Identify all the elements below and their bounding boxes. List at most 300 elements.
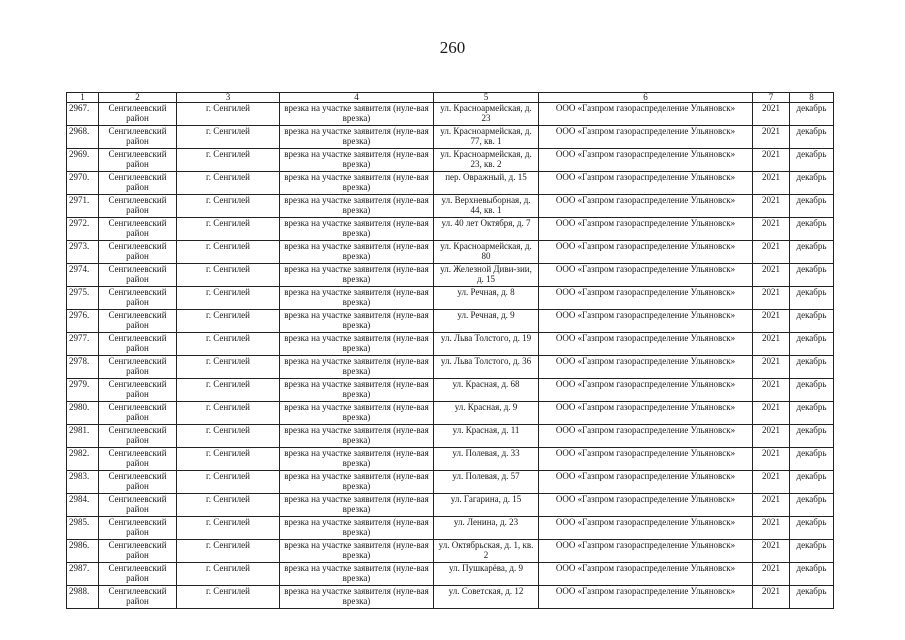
month-cell-text: декабрь bbox=[796, 563, 827, 573]
locality-cell bbox=[177, 126, 280, 149]
work-type-cell-text: врезка на участке заявителя (нуле-вая врезка) bbox=[284, 448, 429, 468]
address-cell bbox=[434, 103, 539, 126]
month-cell bbox=[790, 310, 834, 333]
row-number-cell bbox=[67, 356, 99, 379]
address-cell-text: ул. Льва Толстого, д. 36 bbox=[440, 356, 532, 366]
address-cell bbox=[434, 379, 539, 402]
month-cell bbox=[790, 425, 834, 448]
month-cell bbox=[790, 517, 834, 540]
year-cell-text: 2021 bbox=[762, 264, 780, 274]
row-number-cell bbox=[67, 402, 99, 425]
address-cell-text: ул. Полевая, д. 57 bbox=[452, 471, 520, 481]
year-cell-text: 2021 bbox=[762, 379, 780, 389]
locality-cell-text: г. Сенгилей bbox=[206, 517, 250, 527]
district-cell-text: Сенгилеевский район bbox=[108, 563, 167, 583]
work-type-cell bbox=[280, 448, 434, 471]
year-cell-text: 2021 bbox=[762, 586, 780, 596]
row-number-cell-text: 2980. bbox=[69, 402, 90, 412]
locality-cell-text: г. Сенгилей bbox=[206, 126, 250, 136]
address-cell-text: ул. Верхневыборная, д. 44, кв. 1 bbox=[441, 195, 531, 215]
locality-cell bbox=[177, 471, 280, 494]
address-cell bbox=[434, 448, 539, 471]
locality-cell-text: г. Сенгилей bbox=[206, 448, 250, 458]
district-cell bbox=[99, 172, 177, 195]
year-cell-text: 2021 bbox=[762, 563, 780, 573]
work-type-cell bbox=[280, 310, 434, 333]
address-cell-text: пер. Овражный, д. 15 bbox=[445, 172, 527, 182]
address-cell bbox=[434, 563, 539, 586]
year-cell bbox=[753, 195, 790, 218]
row-number-cell bbox=[67, 563, 99, 586]
organization-cell-text: ООО «Газпром газораспределение Ульяновск» bbox=[555, 471, 736, 481]
district-cell-text: Сенгилеевский район bbox=[108, 333, 167, 353]
work-type-cell-text: врезка на участке заявителя (нуле-вая врезка) bbox=[284, 264, 429, 284]
district-cell bbox=[99, 471, 177, 494]
organization-cell bbox=[539, 218, 753, 241]
month-cell bbox=[790, 195, 834, 218]
district-cell-text: Сенгилеевский район bbox=[108, 195, 167, 215]
organization-cell-text: ООО «Газпром газораспределение Ульяновск» bbox=[555, 356, 736, 366]
district-cell-text: Сенгилеевский район bbox=[108, 402, 167, 422]
work-type-cell bbox=[280, 471, 434, 494]
row-number-cell-text: 2987. bbox=[69, 563, 90, 573]
month-cell bbox=[790, 563, 834, 586]
district-cell bbox=[99, 126, 177, 149]
organization-cell bbox=[539, 356, 753, 379]
address-cell bbox=[434, 356, 539, 379]
year-cell-text: 2021 bbox=[762, 448, 780, 458]
year-cell bbox=[753, 126, 790, 149]
locality-cell-text: г. Сенгилей bbox=[206, 172, 250, 182]
work-type-cell bbox=[280, 149, 434, 172]
address-cell-text: ул. Льва Толстого, д. 19 bbox=[440, 333, 532, 343]
column-number: 7 bbox=[753, 93, 790, 103]
locality-cell bbox=[177, 379, 280, 402]
address-cell-text: ул. Красная, д. 11 bbox=[452, 425, 520, 435]
district-cell-text: Сенгилеевский район bbox=[108, 517, 167, 537]
row-number-cell-text: 2986. bbox=[69, 540, 90, 550]
row-number-cell bbox=[67, 540, 99, 563]
row-number-cell bbox=[67, 149, 99, 172]
organization-cell bbox=[539, 471, 753, 494]
table-row bbox=[67, 356, 834, 379]
row-number-cell bbox=[67, 287, 99, 310]
month-cell bbox=[790, 402, 834, 425]
organization-cell-text: ООО «Газпром газораспределение Ульяновск» bbox=[555, 241, 736, 251]
column-number: 8 bbox=[790, 93, 834, 103]
district-cell bbox=[99, 264, 177, 287]
table-row bbox=[67, 494, 834, 517]
row-number-cell bbox=[67, 241, 99, 264]
work-type-cell-text: врезка на участке заявителя (нуле-вая врезка) bbox=[284, 494, 429, 514]
locality-cell-text: г. Сенгилей bbox=[206, 195, 250, 205]
month-cell bbox=[790, 586, 834, 609]
organization-cell-text: ООО «Газпром газораспределение Ульяновск» bbox=[555, 172, 736, 182]
row-number-cell bbox=[67, 448, 99, 471]
row-number-cell-text: 2988. bbox=[69, 586, 90, 596]
address-cell bbox=[434, 310, 539, 333]
month-cell bbox=[790, 126, 834, 149]
work-type-cell-text: врезка на участке заявителя (нуле-вая врезка) bbox=[284, 126, 429, 146]
address-cell-text: ул. Речная, д. 8 bbox=[457, 287, 515, 297]
table-row bbox=[67, 563, 834, 586]
district-cell bbox=[99, 195, 177, 218]
address-cell bbox=[434, 287, 539, 310]
organization-cell-text: ООО «Газпром газораспределение Ульяновск» bbox=[555, 563, 736, 573]
month-cell-text: декабрь bbox=[796, 425, 827, 435]
column-number: 4 bbox=[280, 93, 434, 103]
work-type-cell bbox=[280, 586, 434, 609]
page-number: 260 bbox=[439, 38, 466, 57]
work-type-cell-text: врезка на участке заявителя (нуле-вая врезка) bbox=[284, 333, 429, 353]
address-cell-text: ул. Пушкарёва, д. 9 bbox=[449, 563, 523, 573]
year-cell bbox=[753, 172, 790, 195]
address-cell bbox=[434, 126, 539, 149]
organization-cell bbox=[539, 103, 753, 126]
year-cell-text: 2021 bbox=[762, 126, 780, 136]
month-cell-text: декабрь bbox=[796, 517, 827, 527]
year-cell bbox=[753, 448, 790, 471]
month-cell-text: декабрь bbox=[796, 310, 827, 320]
row-number-cell-text: 2971. bbox=[69, 195, 90, 205]
table-row bbox=[67, 287, 834, 310]
year-cell bbox=[753, 540, 790, 563]
work-type-cell-text: врезка на участке заявителя (нуле-вая врезка) bbox=[284, 402, 429, 422]
work-type-cell-text: врезка на участке заявителя (нуле-вая врезка) bbox=[284, 379, 429, 399]
locality-cell-text: г. Сенгилей bbox=[206, 540, 250, 550]
district-cell bbox=[99, 218, 177, 241]
organization-cell-text: ООО «Газпром газораспределение Ульяновск» bbox=[555, 586, 736, 596]
month-cell-text: декабрь bbox=[796, 195, 827, 205]
work-type-cell-text: врезка на участке заявителя (нуле-вая врезка) bbox=[284, 149, 429, 169]
address-cell bbox=[434, 494, 539, 517]
row-number-cell-text: 2976. bbox=[69, 310, 90, 320]
district-cell-text: Сенгилеевский район bbox=[108, 241, 167, 261]
address-cell bbox=[434, 586, 539, 609]
address-cell bbox=[434, 149, 539, 172]
month-cell-text: декабрь bbox=[796, 448, 827, 458]
district-cell bbox=[99, 540, 177, 563]
month-cell-text: декабрь bbox=[796, 241, 827, 251]
organization-cell-text: ООО «Газпром газораспределение Ульяновск» bbox=[555, 218, 736, 228]
work-type-cell bbox=[280, 356, 434, 379]
district-cell bbox=[99, 402, 177, 425]
work-type-cell-text: врезка на участке заявителя (нуле-вая врезка) bbox=[284, 563, 429, 583]
row-number-cell bbox=[67, 264, 99, 287]
organization-cell-text: ООО «Газпром газораспределение Ульяновск» bbox=[555, 310, 736, 320]
column-number: 6 bbox=[539, 93, 753, 103]
table-body bbox=[67, 103, 834, 609]
month-cell-text: декабрь bbox=[796, 126, 827, 136]
district-cell-text: Сенгилеевский район bbox=[108, 126, 167, 146]
locality-cell bbox=[177, 402, 280, 425]
year-cell bbox=[753, 287, 790, 310]
work-type-cell bbox=[280, 379, 434, 402]
locality-cell bbox=[177, 563, 280, 586]
locality-cell-text: г. Сенгилей bbox=[206, 333, 250, 343]
work-type-cell bbox=[280, 195, 434, 218]
row-number-cell bbox=[67, 333, 99, 356]
year-cell bbox=[753, 471, 790, 494]
address-cell-text: ул. Красноармейская, д. 80 bbox=[440, 241, 532, 261]
work-type-cell-text: врезка на участке заявителя (нуле-вая врезка) bbox=[284, 310, 429, 330]
year-cell bbox=[753, 218, 790, 241]
locality-cell bbox=[177, 264, 280, 287]
year-cell-text: 2021 bbox=[762, 195, 780, 205]
year-cell-text: 2021 bbox=[762, 103, 780, 113]
address-cell-text: ул. Советская, д. 12 bbox=[448, 586, 524, 596]
month-cell bbox=[790, 379, 834, 402]
row-number-cell-text: 2969. bbox=[69, 149, 90, 159]
locality-cell bbox=[177, 356, 280, 379]
year-cell-text: 2021 bbox=[762, 471, 780, 481]
work-type-cell-text: врезка на участке заявителя (нуле-вая врезка) bbox=[284, 517, 429, 537]
locality-cell bbox=[177, 310, 280, 333]
year-cell-text: 2021 bbox=[762, 310, 780, 320]
year-cell-text: 2021 bbox=[762, 517, 780, 527]
work-type-cell bbox=[280, 241, 434, 264]
work-type-cell bbox=[280, 425, 434, 448]
row-number-cell-text: 2979. bbox=[69, 379, 90, 389]
column-number: 3 bbox=[177, 93, 280, 103]
table-row bbox=[67, 448, 834, 471]
district-cell-text: Сенгилеевский район bbox=[108, 586, 167, 606]
address-cell-text: ул. Гагарина, д. 15 bbox=[450, 494, 522, 504]
address-cell bbox=[434, 425, 539, 448]
work-type-cell-text: врезка на участке заявителя (нуле-вая врезка) bbox=[284, 241, 429, 261]
locality-cell-text: г. Сенгилей bbox=[206, 425, 250, 435]
address-cell bbox=[434, 241, 539, 264]
year-cell bbox=[753, 241, 790, 264]
month-cell bbox=[790, 448, 834, 471]
organization-cell bbox=[539, 126, 753, 149]
month-cell-text: декабрь bbox=[796, 218, 827, 228]
month-cell bbox=[790, 172, 834, 195]
month-cell-text: декабрь bbox=[796, 149, 827, 159]
row-number-cell-text: 2977. bbox=[69, 333, 90, 343]
row-number-cell-text: 2982. bbox=[69, 448, 90, 458]
organization-cell-text: ООО «Газпром газораспределение Ульяновск» bbox=[555, 126, 736, 136]
district-cell bbox=[99, 448, 177, 471]
organization-cell-text: ООО «Газпром газораспределение Ульяновск» bbox=[555, 517, 736, 527]
year-cell bbox=[753, 586, 790, 609]
locality-cell-text: г. Сенгилей bbox=[206, 218, 250, 228]
locality-cell-text: г. Сенгилей bbox=[206, 471, 250, 481]
row-number-cell bbox=[67, 586, 99, 609]
organization-cell bbox=[539, 149, 753, 172]
organization-cell-text: ООО «Газпром газораспределение Ульяновск» bbox=[555, 195, 736, 205]
district-cell-text: Сенгилеевский район bbox=[108, 494, 167, 514]
locality-cell bbox=[177, 540, 280, 563]
row-number-cell-text: 2974. bbox=[69, 264, 90, 274]
district-cell-text: Сенгилеевский район bbox=[108, 540, 167, 560]
district-cell-text: Сенгилеевский район bbox=[108, 448, 167, 468]
column-number: 5 bbox=[434, 93, 539, 103]
organization-cell bbox=[539, 379, 753, 402]
organization-cell bbox=[539, 333, 753, 356]
locality-cell bbox=[177, 103, 280, 126]
year-cell-text: 2021 bbox=[762, 425, 780, 435]
table-row bbox=[67, 149, 834, 172]
district-cell-text: Сенгилеевский район bbox=[108, 172, 167, 192]
work-type-cell-text: врезка на участке заявителя (нуле-вая врезка) bbox=[284, 356, 429, 376]
year-cell bbox=[753, 425, 790, 448]
year-cell-text: 2021 bbox=[762, 494, 780, 504]
work-type-cell bbox=[280, 540, 434, 563]
address-cell bbox=[434, 195, 539, 218]
address-cell bbox=[434, 218, 539, 241]
locality-cell bbox=[177, 586, 280, 609]
month-cell-text: декабрь bbox=[796, 333, 827, 343]
organization-cell bbox=[539, 586, 753, 609]
locality-cell bbox=[177, 241, 280, 264]
work-type-cell-text: врезка на участке заявителя (нуле-вая врезка) bbox=[284, 471, 429, 491]
district-cell-text: Сенгилеевский район bbox=[108, 310, 167, 330]
organization-cell-text: ООО «Газпром газораспределение Ульяновск» bbox=[555, 448, 736, 458]
address-cell-text: ул. Ленина, д. 23 bbox=[453, 517, 519, 527]
organization-cell bbox=[539, 195, 753, 218]
locality-cell bbox=[177, 448, 280, 471]
row-number-cell-text: 2967. bbox=[69, 103, 90, 113]
month-cell bbox=[790, 333, 834, 356]
address-cell-text: ул. Красноармейская, д. 23, кв. 2 bbox=[440, 149, 532, 169]
district-cell-text: Сенгилеевский район bbox=[108, 356, 167, 376]
month-cell-text: декабрь bbox=[796, 402, 827, 412]
district-cell bbox=[99, 356, 177, 379]
row-number-cell bbox=[67, 494, 99, 517]
year-cell bbox=[753, 517, 790, 540]
organization-cell-text: ООО «Газпром газораспределение Ульяновск» bbox=[555, 402, 736, 412]
organization-cell bbox=[539, 425, 753, 448]
locality-cell-text: г. Сенгилей bbox=[206, 310, 250, 320]
locality-cell bbox=[177, 287, 280, 310]
month-cell-text: декабрь bbox=[796, 471, 827, 481]
locality-cell bbox=[177, 172, 280, 195]
work-type-cell-text: врезка на участке заявителя (нуле-вая врезка) bbox=[284, 195, 429, 215]
table-row bbox=[67, 379, 834, 402]
table-header bbox=[67, 93, 834, 103]
organization-cell-text: ООО «Газпром газораспределение Ульяновск» bbox=[555, 494, 736, 504]
work-type-cell-text: врезка на участке заявителя (нуле-вая врезка) bbox=[284, 287, 429, 307]
district-cell-text: Сенгилеевский район bbox=[108, 103, 167, 123]
work-type-cell-text: врезка на участке заявителя (нуле-вая врезка) bbox=[284, 586, 429, 606]
row-number-cell bbox=[67, 379, 99, 402]
month-cell bbox=[790, 149, 834, 172]
address-cell bbox=[434, 471, 539, 494]
year-cell-text: 2021 bbox=[762, 333, 780, 343]
locality-cell-text: г. Сенгилей bbox=[206, 402, 250, 412]
month-cell bbox=[790, 356, 834, 379]
district-cell-text: Сенгилеевский район bbox=[108, 149, 167, 169]
work-type-cell-text: врезка на участке заявителя (нуле-вая врезка) bbox=[284, 425, 429, 445]
district-cell bbox=[99, 563, 177, 586]
year-cell bbox=[753, 103, 790, 126]
address-cell bbox=[434, 517, 539, 540]
organization-cell bbox=[539, 310, 753, 333]
district-cell-text: Сенгилеевский район bbox=[108, 264, 167, 284]
year-cell-text: 2021 bbox=[762, 540, 780, 550]
month-cell-text: декабрь bbox=[796, 356, 827, 366]
work-type-cell-text: врезка на участке заявителя (нуле-вая врезка) bbox=[284, 218, 429, 238]
district-cell-text: Сенгилеевский район bbox=[108, 379, 167, 399]
month-cell bbox=[790, 494, 834, 517]
work-type-cell bbox=[280, 333, 434, 356]
row-number-cell bbox=[67, 471, 99, 494]
organization-cell bbox=[539, 264, 753, 287]
row-number-cell bbox=[67, 425, 99, 448]
month-cell-text: декабрь bbox=[796, 264, 827, 274]
organization-cell bbox=[539, 172, 753, 195]
year-cell-text: 2021 bbox=[762, 172, 780, 182]
row-number-cell bbox=[67, 218, 99, 241]
locality-cell-text: г. Сенгилей bbox=[206, 494, 250, 504]
row-number-cell-text: 2975. bbox=[69, 287, 90, 297]
district-cell bbox=[99, 287, 177, 310]
table-row bbox=[67, 517, 834, 540]
organization-cell bbox=[539, 517, 753, 540]
address-cell-text: ул. Красноармейская, д. 77, кв. 1 bbox=[440, 126, 532, 146]
organization-cell bbox=[539, 287, 753, 310]
year-cell-text: 2021 bbox=[762, 241, 780, 251]
year-cell-text: 2021 bbox=[762, 356, 780, 366]
locality-cell-text: г. Сенгилей bbox=[206, 103, 250, 113]
year-cell-text: 2021 bbox=[762, 402, 780, 412]
district-cell bbox=[99, 586, 177, 609]
work-type-cell-text: врезка на участке заявителя (нуле-вая врезка) bbox=[284, 172, 429, 192]
district-cell bbox=[99, 379, 177, 402]
locality-cell-text: г. Сенгилей bbox=[206, 379, 250, 389]
table-row bbox=[67, 218, 834, 241]
table-row bbox=[67, 540, 834, 563]
district-cell-text: Сенгилеевский район bbox=[108, 287, 167, 307]
locality-cell-text: г. Сенгилей bbox=[206, 356, 250, 366]
district-cell bbox=[99, 149, 177, 172]
address-cell bbox=[434, 172, 539, 195]
work-type-cell-text: врезка на участке заявителя (нуле-вая врезка) bbox=[284, 540, 429, 560]
row-number-cell-text: 2972. bbox=[69, 218, 90, 228]
organization-cell bbox=[539, 241, 753, 264]
organization-cell bbox=[539, 563, 753, 586]
locality-cell-text: г. Сенгилей bbox=[206, 586, 250, 596]
year-cell bbox=[753, 149, 790, 172]
year-cell bbox=[753, 402, 790, 425]
row-number-cell-text: 2983. bbox=[69, 471, 90, 481]
year-cell bbox=[753, 563, 790, 586]
table-row bbox=[67, 333, 834, 356]
locality-cell bbox=[177, 333, 280, 356]
table-row bbox=[67, 310, 834, 333]
organization-cell-text: ООО «Газпром газораспределение Ульяновск» bbox=[555, 287, 736, 297]
month-cell-text: декабрь bbox=[796, 379, 827, 389]
row-number-cell-text: 2978. bbox=[69, 356, 90, 366]
locality-cell-text: г. Сенгилей bbox=[206, 287, 250, 297]
row-number-cell-text: 2970. bbox=[69, 172, 90, 182]
address-cell bbox=[434, 540, 539, 563]
locality-cell-text: г. Сенгилей bbox=[206, 241, 250, 251]
row-number-cell-text: 2973. bbox=[69, 241, 90, 251]
organization-cell-text: ООО «Газпром газораспределение Ульяновск» bbox=[555, 333, 736, 343]
row-number-cell-text: 2968. bbox=[69, 126, 90, 136]
month-cell-text: декабрь bbox=[796, 287, 827, 297]
month-cell-text: декабрь bbox=[796, 540, 827, 550]
table-row bbox=[67, 471, 834, 494]
address-cell-text: ул. Речная, д. 9 bbox=[457, 310, 515, 320]
work-type-cell bbox=[280, 402, 434, 425]
year-cell bbox=[753, 379, 790, 402]
work-type-cell bbox=[280, 218, 434, 241]
locality-cell bbox=[177, 195, 280, 218]
row-number-cell-text: 2985. bbox=[69, 517, 90, 527]
